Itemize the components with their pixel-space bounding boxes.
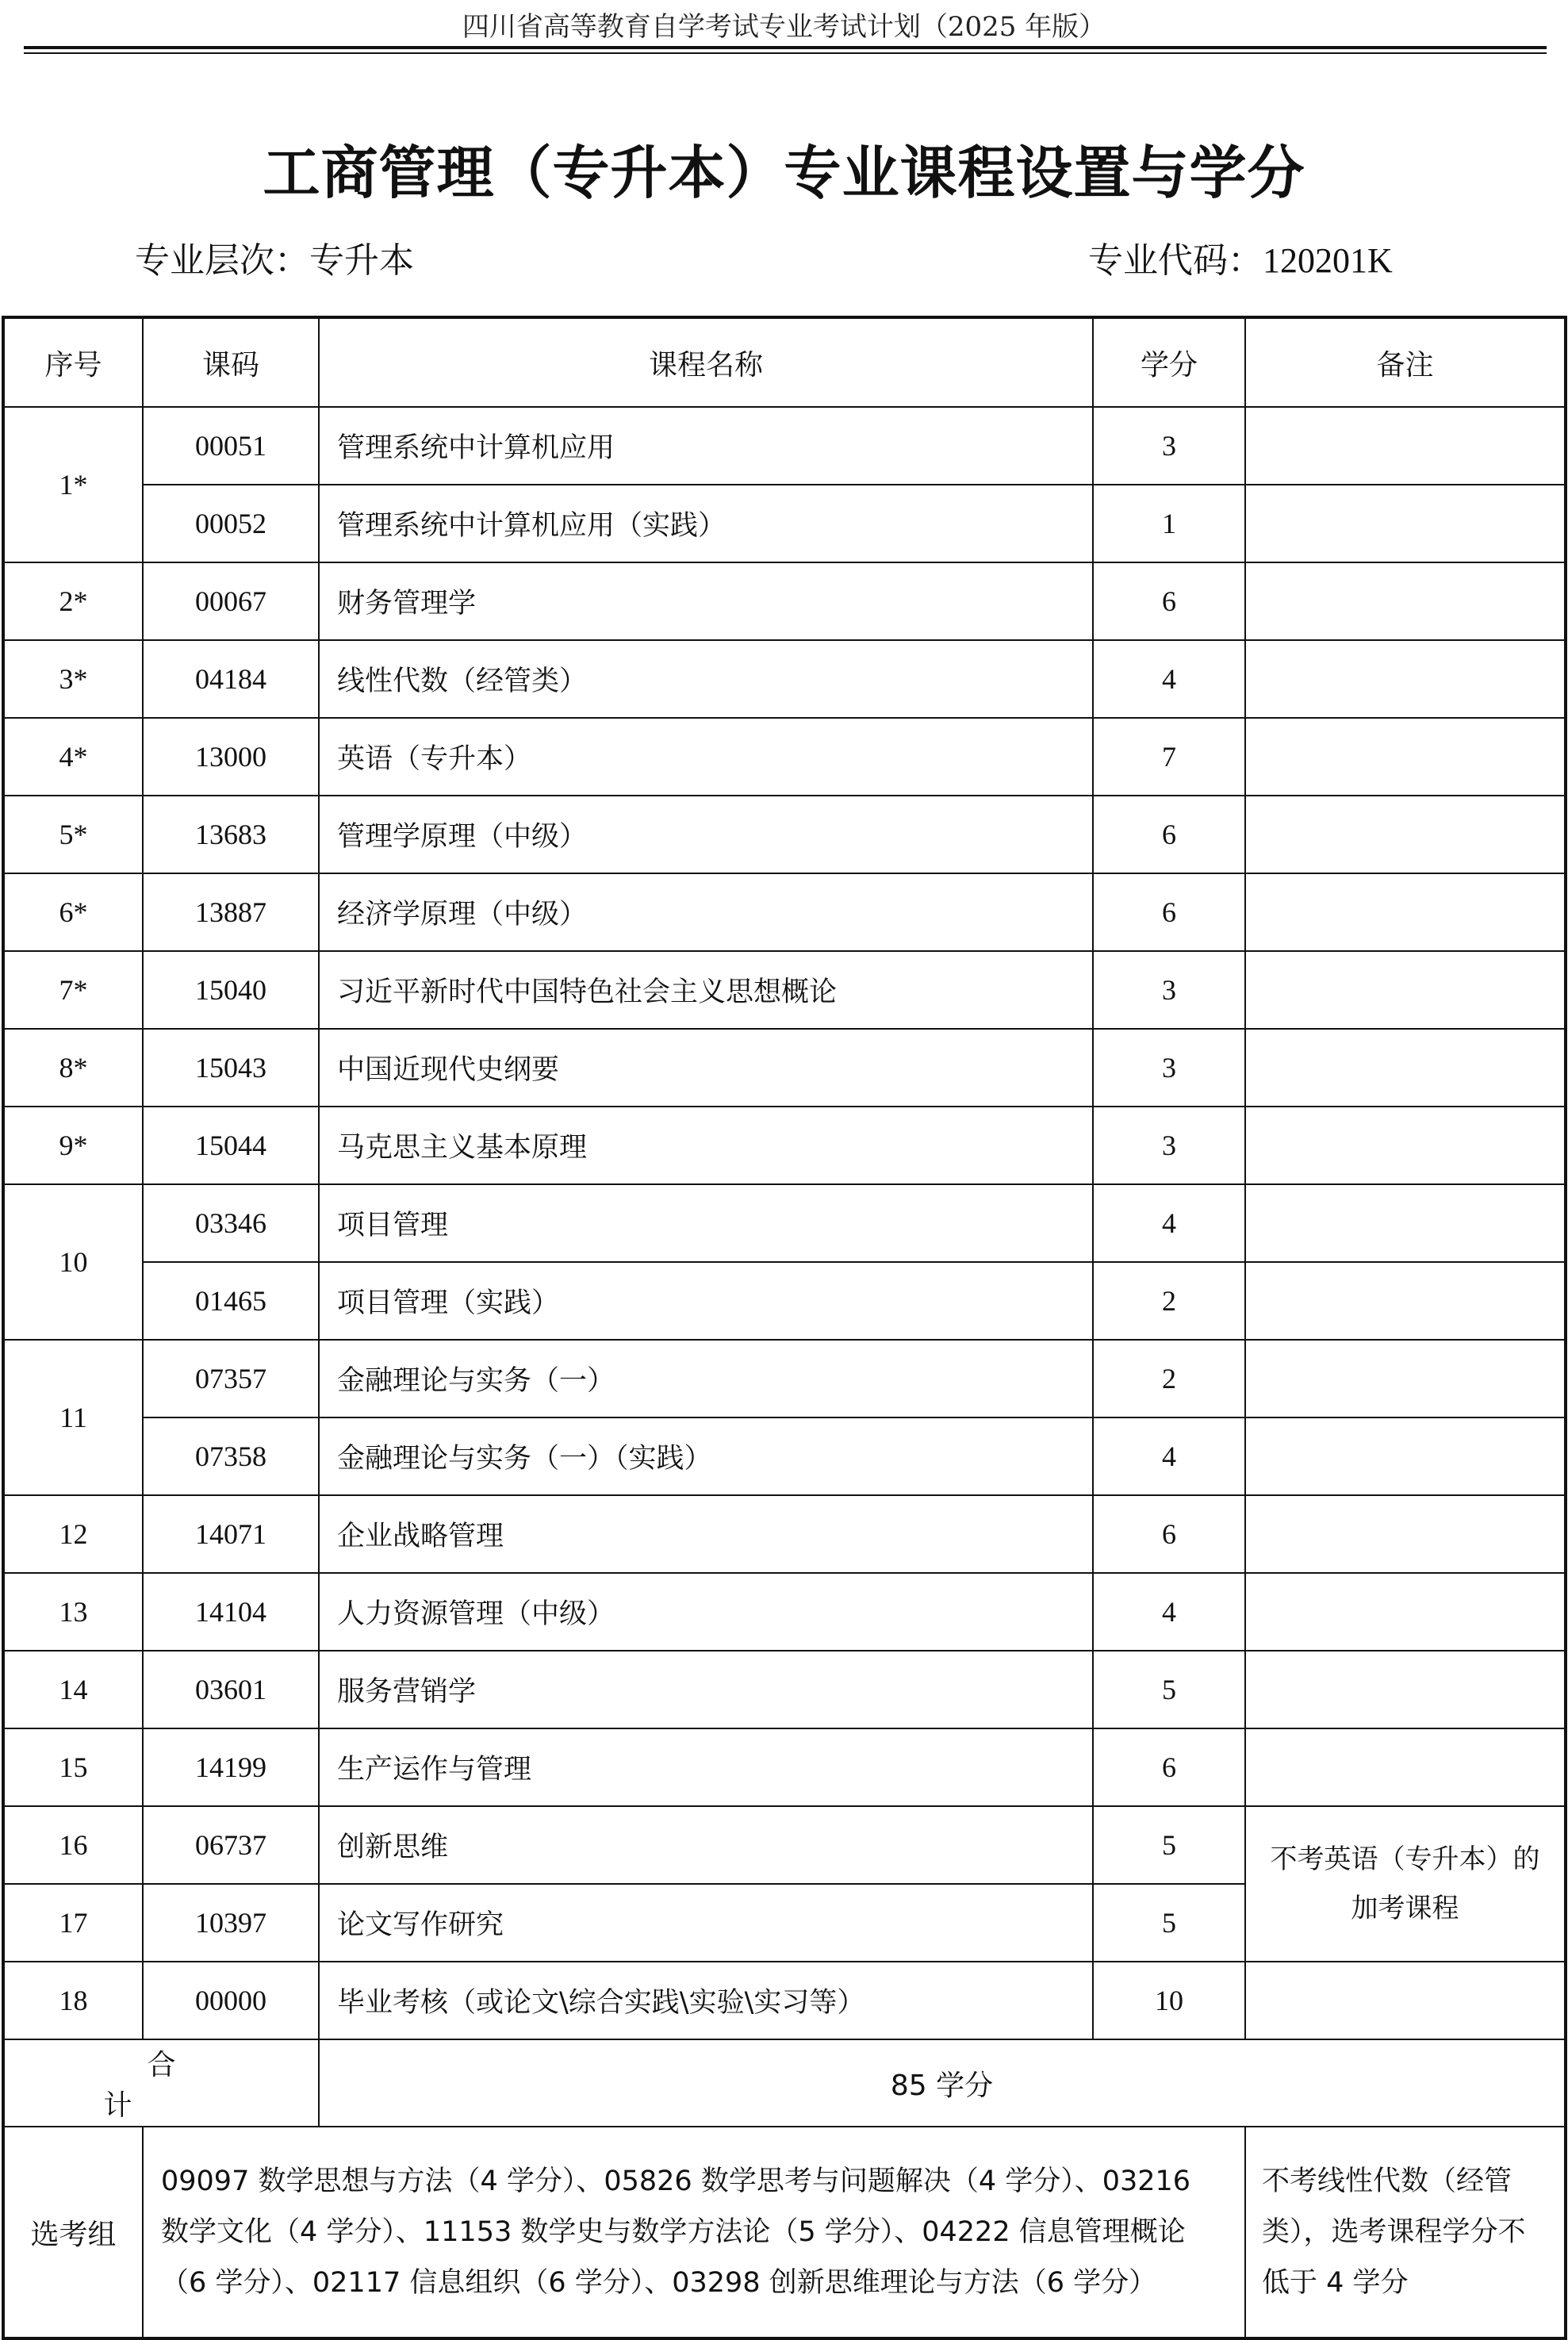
major-code <box>1088 232 1393 282</box>
seq-cell: 17 <box>3 1884 143 1962</box>
course-name: 英语（专升本） <box>319 718 1093 796</box>
course-credit: 4 <box>1093 1417 1245 1495</box>
note-cell <box>1245 1495 1566 1573</box>
course-code: 10397 <box>143 1884 319 1962</box>
major-level <box>135 232 414 282</box>
elective-row <box>3 2127 1566 2338</box>
header-note: 备注 <box>1245 317 1566 407</box>
note-cell <box>1245 640 1566 718</box>
course-code: 13887 <box>143 873 319 951</box>
header-rule <box>24 46 1547 49</box>
seq-cell: 10 <box>3 1184 143 1340</box>
course-credit: 1 <box>1093 485 1245 562</box>
table-row <box>3 1184 1566 1262</box>
course-credit: 7 <box>1093 718 1245 796</box>
note-cell <box>1245 796 1566 873</box>
note-cell <box>1245 485 1566 562</box>
elective-line: 09097 数学思想与方法（4 学分）、05826 数学思考与问题解决（4 学分）、03216 <box>161 2165 1191 2197</box>
table-row <box>3 951 1566 1029</box>
course-name: 服务营销学 <box>319 1651 1093 1728</box>
course-code: 06737 <box>143 1806 319 1884</box>
table-row <box>3 1340 1566 1417</box>
seq-cell: 18 <box>3 1962 143 2039</box>
table-row <box>3 640 1566 718</box>
seq-cell: 4* <box>3 718 143 796</box>
table-row <box>3 796 1566 873</box>
course-name: 习近平新时代中国特色社会主义思想概论 <box>319 951 1093 1029</box>
course-credit: 6 <box>1093 1728 1245 1806</box>
seq-cell: 2* <box>3 562 143 640</box>
course-code: 00051 <box>143 407 319 485</box>
header-seq: 序号 <box>3 317 143 407</box>
course-credit: 2 <box>1093 1340 1245 1417</box>
note-cell <box>1245 1417 1566 1495</box>
note-line: 加考课程 <box>1351 1893 1459 1924</box>
course-name: 管理学原理（中级） <box>319 796 1093 873</box>
header-credit: 学分 <box>1093 317 1245 407</box>
course-credit: 3 <box>1093 1029 1245 1107</box>
seq-cell: 3* <box>3 640 143 718</box>
course-code: 13000 <box>143 718 319 796</box>
note-extra-courses <box>1245 1806 1566 1962</box>
course-name: 金融理论与实务（一） <box>319 1340 1093 1417</box>
note-line: 不考英语（专升本）的 <box>1270 1843 1540 1875</box>
elective-line: 数学文化（4 学分）、11153 数学史与数学方法论（5 学分）、04222 信息管理概论 <box>161 2216 1186 2248</box>
course-name: 线性代数（经管类） <box>319 640 1093 718</box>
page-title: 工商管理（专升本）专业课程设置与学分 <box>263 140 1305 206</box>
course-code: 03601 <box>143 1651 319 1728</box>
seq-cell: 15 <box>3 1728 143 1806</box>
course-credit: 6 <box>1093 562 1245 640</box>
course-credit: 2 <box>1093 1262 1245 1340</box>
table-row <box>3 1651 1566 1728</box>
course-code: 14104 <box>143 1573 319 1651</box>
note-cell <box>1245 1107 1566 1184</box>
course-name: 中国近现代史纲要 <box>319 1029 1093 1107</box>
note-cell <box>1245 1573 1566 1651</box>
major-level-label: 专业层次： <box>135 240 309 281</box>
table-row <box>3 1107 1566 1184</box>
course-code: 07358 <box>143 1417 319 1495</box>
course-credit: 5 <box>1093 1806 1245 1884</box>
elective-label: 选考组 <box>3 2127 143 2338</box>
note-cell <box>1245 562 1566 640</box>
elective-note-line: 不考线性代数（经管 <box>1262 2165 1512 2197</box>
course-name: 毕业考核（或论文\综合实践\实验\实习等） <box>319 1962 1093 2039</box>
table-header-row <box>3 317 1566 407</box>
course-code: 00067 <box>143 562 319 640</box>
course-credit: 3 <box>1093 951 1245 1029</box>
header-name: 课程名称 <box>319 317 1093 407</box>
table-row <box>3 1728 1566 1806</box>
table-row <box>3 562 1566 640</box>
course-code: 15043 <box>143 1029 319 1107</box>
course-credit: 6 <box>1093 873 1245 951</box>
course-code: 15044 <box>143 1107 319 1184</box>
course-credit: 6 <box>1093 796 1245 873</box>
course-code: 13683 <box>143 796 319 873</box>
course-credit: 4 <box>1093 1184 1245 1262</box>
seq-cell: 12 <box>3 1495 143 1573</box>
course-code: 00000 <box>143 1962 319 2039</box>
note-cell <box>1245 407 1566 485</box>
table-row <box>3 1417 1566 1495</box>
total-label: 合计 <box>3 2039 319 2127</box>
seq-cell: 7* <box>3 951 143 1029</box>
major-code-label: 专业代码： <box>1088 240 1263 281</box>
course-name: 项目管理（实践） <box>319 1262 1093 1340</box>
course-credit: 10 <box>1093 1962 1245 2039</box>
course-code: 15040 <box>143 951 319 1029</box>
table-row <box>3 1495 1566 1573</box>
elective-line: （6 学分）、02117 信息组织（6 学分）、03298 创新思维理论与方法（6 学分） <box>161 2267 1157 2299</box>
elective-note-line: 类），选考课程学分不 <box>1262 2216 1526 2248</box>
major-code-value: 120201K <box>1263 241 1393 280</box>
note-cell <box>1245 1962 1566 2039</box>
note-cell <box>1245 1651 1566 1728</box>
seq-cell: 11 <box>3 1340 143 1495</box>
course-code: 01465 <box>143 1262 319 1340</box>
course-code: 04184 <box>143 640 319 718</box>
note-cell <box>1245 718 1566 796</box>
course-name: 马克思主义基本原理 <box>319 1107 1093 1184</box>
table-row <box>3 1573 1566 1651</box>
table-row <box>3 1962 1566 2039</box>
table-row <box>3 718 1566 796</box>
course-name: 生产运作与管理 <box>319 1728 1093 1806</box>
table-row <box>3 1806 1566 1884</box>
major-level-value: 专升本 <box>309 240 414 281</box>
course-credit: 5 <box>1093 1651 1245 1728</box>
course-name: 管理系统中计算机应用（实践） <box>319 485 1093 562</box>
total-row <box>3 2039 1566 2127</box>
course-credit: 4 <box>1093 1573 1245 1651</box>
course-name: 财务管理学 <box>319 562 1093 640</box>
course-credit: 3 <box>1093 1107 1245 1184</box>
course-code: 03346 <box>143 1184 319 1262</box>
course-credit: 6 <box>1093 1495 1245 1573</box>
course-table <box>2 316 1567 2340</box>
table-row <box>3 407 1566 485</box>
course-credit: 5 <box>1093 1884 1245 1962</box>
note-cell <box>1245 1728 1566 1806</box>
course-code: 00052 <box>143 485 319 562</box>
course-name: 创新思维 <box>319 1806 1093 1884</box>
elective-note-line: 低于 4 学分 <box>1262 2267 1409 2299</box>
elective-courses <box>143 2127 1245 2338</box>
seq-cell: 13 <box>3 1573 143 1651</box>
note-cell <box>1245 1029 1566 1107</box>
seq-cell: 14 <box>3 1651 143 1728</box>
course-credit: 4 <box>1093 640 1245 718</box>
course-credit: 3 <box>1093 407 1245 485</box>
course-code: 07357 <box>143 1340 319 1417</box>
note-cell <box>1245 1340 1566 1417</box>
header-code: 课码 <box>143 317 319 407</box>
note-cell <box>1245 1262 1566 1340</box>
seq-cell: 1* <box>3 407 143 562</box>
elective-note <box>1245 2127 1566 2338</box>
seq-cell: 5* <box>3 796 143 873</box>
table-row <box>3 1262 1566 1340</box>
seq-cell: 8* <box>3 1029 143 1107</box>
course-code: 14071 <box>143 1495 319 1573</box>
table-row <box>3 1029 1566 1107</box>
course-name: 经济学原理（中级） <box>319 873 1093 951</box>
course-name: 管理系统中计算机应用 <box>319 407 1093 485</box>
running-header: 四川省高等教育自学考试专业考试计划（2025 年版） <box>462 11 1106 43</box>
seq-cell: 9* <box>3 1107 143 1184</box>
note-cell <box>1245 873 1566 951</box>
course-name: 金融理论与实务（一）（实践） <box>319 1417 1093 1495</box>
course-name: 企业战略管理 <box>319 1495 1093 1573</box>
header-rule-thin <box>24 52 1547 54</box>
course-name: 项目管理 <box>319 1184 1093 1262</box>
seq-cell: 16 <box>3 1806 143 1884</box>
course-code: 14199 <box>143 1728 319 1806</box>
note-cell <box>1245 1184 1566 1262</box>
course-name: 人力资源管理（中级） <box>319 1573 1093 1651</box>
table-row <box>3 485 1566 562</box>
seq-cell: 6* <box>3 873 143 951</box>
table-row <box>3 873 1566 951</box>
course-name: 论文写作研究 <box>319 1884 1093 1962</box>
note-cell <box>1245 951 1566 1029</box>
total-value: 85 学分 <box>319 2039 1566 2127</box>
